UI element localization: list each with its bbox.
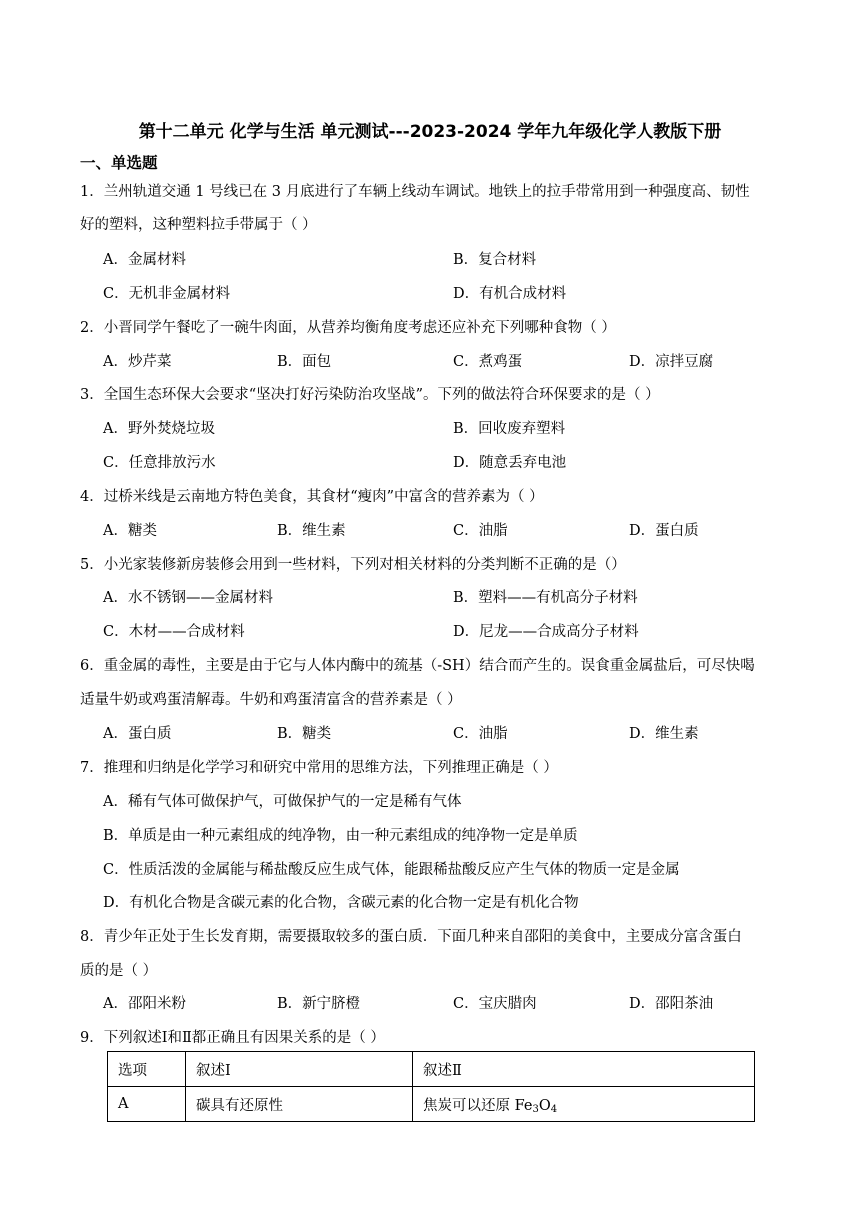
formula-subscript: 4 <box>550 1103 558 1115</box>
question-4-option-a: A．糖类 <box>103 523 157 539</box>
question-2-option-d: D．凉拌豆腐 <box>629 354 714 370</box>
question-3-option-d: D．随意丢弃电池 <box>453 455 567 471</box>
question-4-option-c: C．油脂 <box>453 523 508 539</box>
question-3-line-1: 3．全国生态环保大会要求“坚决打好污染防治攻坚战”。下列的做法符合环保要求的是（ ） <box>80 387 660 403</box>
question-5-option-c: C．木材——合成材料 <box>103 624 245 640</box>
question-2-option-c: C．煮鸡蛋 <box>453 354 523 370</box>
question-5-option-a: A．水不锈钢——金属材料 <box>103 590 273 606</box>
question-3-option-c: C．任意排放污水 <box>103 455 216 471</box>
question-6-option-b: B．糖类 <box>277 726 332 742</box>
question-3-option-a: A．野外焚烧垃圾 <box>103 421 215 437</box>
table-header-cell: 选项 <box>108 1052 186 1087</box>
question-1-option-c: C．无机非金属材料 <box>103 286 231 302</box>
question-1-line-1: 1．兰州轨道交通 1 号线已在 3 月底进行了车辆上线动车调试。地铁上的拉手带常用到一种强度高、韧性 <box>80 184 750 200</box>
question-8-option-c: C．宝庆腊肉 <box>453 996 537 1012</box>
question-7-option-c: C．性质活泼的金属能与稀盐酸反应生成气体，能跟稀盐酸反应产生气体的物质一定是金属 <box>103 862 680 878</box>
question-5-option-b: B．塑料——有机高分子材料 <box>453 590 638 606</box>
question-6-line-2: 适量牛奶或鸡蛋清解毒。牛奶和鸡蛋清富含的营养素是（ ） <box>80 692 462 708</box>
question-6-line-1: 6．重金属的毒性，主要是由于它与人体内酶中的巯基（-SH）结合而产生的。误食重金属盐后，可尽快喝 <box>80 658 755 674</box>
formula-text: O <box>538 1097 551 1114</box>
question-8-option-b: B．新宁脐橙 <box>277 996 361 1012</box>
question-9-table <box>107 1051 755 1122</box>
page-title: 第十二单元 化学与生活 单元测试---2023-2024 学年九年级化学人教版下册 <box>138 122 722 142</box>
formula-subscript: 3 <box>532 1103 539 1115</box>
question-7-option-b: B．单质是由一种元素组成的纯净物，由一种元素组成的纯净物一定是单质 <box>103 828 578 844</box>
question-8-line-1: 8．青少年正处于生长发育期，需要摄取较多的蛋白质．下面几种来自邵阳的美食中，主要成分富含蛋白 <box>80 929 742 945</box>
table-header-cell: 叙述Ⅰ <box>186 1052 413 1087</box>
question-4-line-1: 4．过桥米线是云南地方特色美食，其食材“瘦肉”中富含的营养素为（ ） <box>80 489 544 505</box>
table-row <box>108 1087 755 1122</box>
question-2-option-b: B．面包 <box>277 354 332 370</box>
question-6-option-c: C．油脂 <box>453 726 508 742</box>
question-8-option-a: A．邵阳米粉 <box>103 996 186 1012</box>
question-6-option-a: A．蛋白质 <box>103 726 172 742</box>
question-8-option-d: D．邵阳茶油 <box>629 996 714 1012</box>
question-3-option-b: B．回收废弃塑料 <box>453 421 566 437</box>
question-4-option-b: B．维生素 <box>277 523 346 539</box>
question-4-option-d: D．蛋白质 <box>629 523 699 539</box>
question-2-line-1: 2．小晋同学午餐吃了一碗牛肉面，从营养均衡角度考虑还应补充下列哪种食物（ ） <box>80 320 616 336</box>
table-header-cell: 叙述Ⅱ <box>413 1052 755 1087</box>
question-1-option-b: B．复合材料 <box>453 252 537 268</box>
question-8-line-2: 质的是（ ） <box>80 963 158 979</box>
question-7-line-1: 7．推理和归纳是化学学习和研究中常用的思维方法，下列推理正确是（ ） <box>80 760 558 776</box>
table-cell: 碳具有还原性 <box>186 1087 413 1122</box>
question-1-option-a: A．金属材料 <box>103 252 186 268</box>
question-5-line-1: 5．小光家装修新房装修会用到一些材料，下列对相关材料的分类判断不正确的是（） <box>80 557 626 573</box>
table-cell <box>413 1087 755 1122</box>
question-7-option-d: D．有机化合物是含碳元素的化合物，含碳元素的化合物一定是有机化合物 <box>103 895 579 911</box>
table-cell: A <box>108 1087 186 1122</box>
question-6-option-d: D．维生素 <box>629 726 699 742</box>
formula-text: 焦炭可以还原 Fe <box>423 1097 533 1114</box>
question-9-line-1: 9．下列叙述Ⅰ和Ⅱ都正确且有因果关系的是（ ） <box>80 1030 385 1046</box>
section-heading: 一、单选题 <box>80 154 158 172</box>
question-2-option-a: A．炒芹菜 <box>103 354 172 370</box>
question-1-line-2: 好的塑料，这种塑料拉手带属于（ ） <box>80 217 317 233</box>
question-1-option-d: D．有机合成材料 <box>453 286 567 302</box>
question-5-option-d: D．尼龙——合成高分子材料 <box>453 624 639 640</box>
question-7-option-a: A．稀有气体可做保护气，可做保护气的一定是稀有气体 <box>103 794 462 810</box>
table-header-row <box>108 1052 755 1087</box>
